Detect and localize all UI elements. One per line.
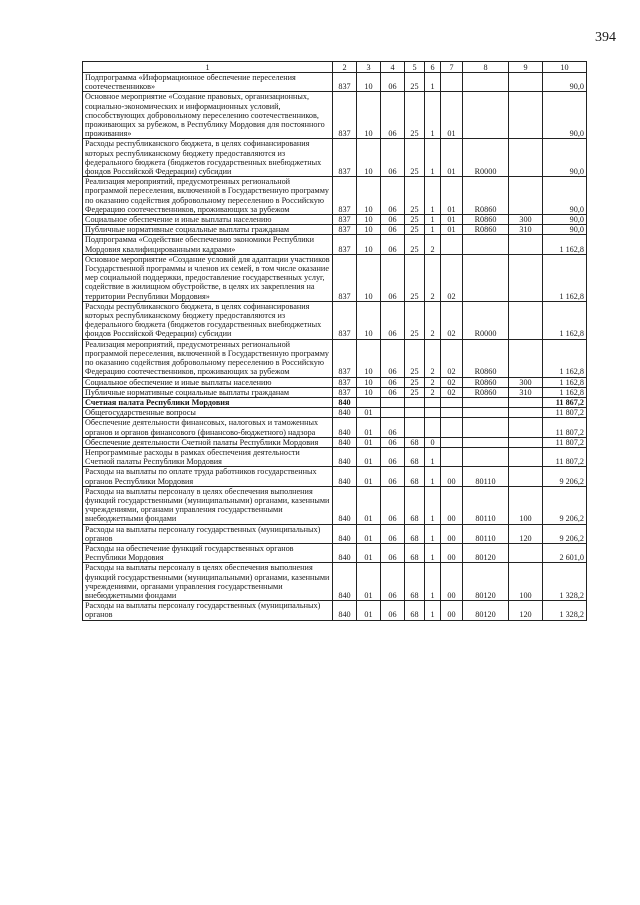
subsection-code-cell [381,397,405,407]
subprogram-code-cell: 1 [425,467,441,486]
row-name-cell: Расходы на выплаты по оплате труда работников государственных органов Республики Мордовия [83,467,333,486]
program-code-cell: 25 [405,215,425,225]
program-code-cell [405,397,425,407]
direction-code-cell: 80110 [463,467,509,486]
direction-code-cell: R0860 [463,225,509,235]
expense-type-code-cell [509,447,543,466]
expense-type-code-cell [509,139,543,177]
table-row [83,387,587,397]
direction-code-cell [463,254,509,301]
amount-cell: 90,0 [543,73,587,92]
direction-code-cell [463,397,509,407]
subprogram-code-cell: 2 [425,235,441,254]
program-code-cell: 25 [405,235,425,254]
program-code-cell: 68 [405,563,425,601]
subsection-code-cell: 06 [381,437,405,447]
subprogram-code-cell: 1 [425,139,441,177]
row-name-cell: Расходы республиканского бюджета, в целях софинансирования которых республиканскому бюджету предоставляются из федерального бюджета (бюджетов государственных внебюджетных фондов Российской Федерации) субсидии [83,301,333,339]
row-name-cell: Расходы республиканского бюджета, в целях софинансирования которых республиканскому бюджету предоставляются из федерального бюджета (бюджетов государственных внебюджетных фондов Российской Федерации) субсидии [83,139,333,177]
subsection-code-cell: 06 [381,486,405,524]
subprogram-code-cell: 2 [425,301,441,339]
section-code-cell: 10 [357,339,381,377]
amount-cell: 2 601,0 [543,543,587,562]
table-row [83,524,587,543]
direction-code-cell: R0860 [463,387,509,397]
subsection-code-cell [381,408,405,418]
program-code-cell: 25 [405,301,425,339]
table-row [83,215,587,225]
event-code-cell: 02 [441,254,463,301]
event-code-cell [441,73,463,92]
subprogram-code-cell: 1 [425,73,441,92]
table-row [83,397,587,407]
amount-cell: 90,0 [543,215,587,225]
table-row [83,437,587,447]
admin-code-cell: 837 [333,177,357,215]
direction-code-cell [463,447,509,466]
table-row [83,235,587,254]
table-row [83,139,587,177]
row-name-cell: Социальное обеспечение и иные выплаты населению [83,377,333,387]
program-code-cell [405,418,425,437]
section-code-cell: 10 [357,177,381,215]
subsection-code-cell: 06 [381,601,405,620]
section-code-cell: 10 [357,139,381,177]
amount-cell: 1 162,8 [543,377,587,387]
row-name-cell: Непрограммные расходы в рамках обеспечения деятельности Счетной палаты Республики Мордовия [83,447,333,466]
row-name-cell: Обеспечение деятельности финансовых, налоговых и таможенных органов и органов финансового (финансово-бюджетного) надзора [83,418,333,437]
event-code-cell [441,408,463,418]
table-row [83,225,587,235]
section-code-cell: 01 [357,524,381,543]
row-name-cell: Подпрограмма «Содействие обеспечению экономики Республики Мордовия квалифицированными кадрами» [83,235,333,254]
section-code-cell: 01 [357,601,381,620]
subsection-code-cell: 06 [381,339,405,377]
section-code-cell: 10 [357,387,381,397]
subsection-code-cell: 06 [381,92,405,139]
event-code-cell [441,235,463,254]
row-name-cell: Расходы на выплаты персоналу государственных (муниципальных) органов [83,524,333,543]
direction-code-cell: R0000 [463,301,509,339]
direction-code-cell: R0860 [463,377,509,387]
expense-type-code-cell: 120 [509,524,543,543]
subsection-code-cell: 06 [381,467,405,486]
table-row [83,418,587,437]
subsection-code-cell: 06 [381,225,405,235]
subsection-code-cell: 06 [381,447,405,466]
expense-type-code-cell: 120 [509,601,543,620]
direction-code-cell: 80110 [463,524,509,543]
expense-type-code-cell [509,254,543,301]
subprogram-code-cell: 1 [425,601,441,620]
subprogram-code-cell: 1 [425,486,441,524]
row-name-cell: Реализация мероприятий, предусмотренных региональной программой переселения, включенной в Государственную программу по оказанию содействия добровольному переселению в Российскую Федерацию соотечественников, проживающих за рубежом [83,177,333,215]
amount-cell: 1 328,2 [543,601,587,620]
expense-type-code-cell [509,437,543,447]
row-name-cell: Расходы на выплаты персоналу в целях обеспечения выполнения функций государственными (муниципальными) органами, казенными учреждениями, органами управления государственными внебюджетными фондами [83,563,333,601]
subsection-code-cell: 06 [381,73,405,92]
section-code-cell: 01 [357,543,381,562]
header-cell: 8 [463,62,509,73]
program-code-cell: 68 [405,486,425,524]
program-code-cell: 25 [405,92,425,139]
expense-type-code-cell [509,408,543,418]
header-cell: 5 [405,62,425,73]
subprogram-code-cell: 1 [425,524,441,543]
event-code-cell [441,418,463,437]
row-name-cell: Обеспечение деятельности Счетной палаты Республики Мордовия [83,437,333,447]
page-number: 394 [595,30,616,45]
amount-cell: 11 807,2 [543,437,587,447]
program-code-cell: 68 [405,601,425,620]
event-code-cell: 00 [441,467,463,486]
section-code-cell: 10 [357,254,381,301]
direction-code-cell: R0860 [463,215,509,225]
admin-code-cell: 837 [333,225,357,235]
event-code-cell [441,447,463,466]
row-name-cell: Общегосударственные вопросы [83,408,333,418]
amount-cell: 1 162,8 [543,254,587,301]
amount-cell: 1 162,8 [543,235,587,254]
admin-code-cell: 837 [333,339,357,377]
amount-cell: 1 328,2 [543,563,587,601]
table-row [83,467,587,486]
row-name-cell: Расходы на выплаты персоналу в целях обеспечения выполнения функций государственными (муниципальными) органами, казенными учреждениями, органами управления государственными внебюджетными фондами [83,486,333,524]
table-row [83,601,587,620]
section-code-cell: 01 [357,486,381,524]
admin-code-cell: 840 [333,467,357,486]
section-code-cell: 10 [357,301,381,339]
amount-cell: 1 162,8 [543,387,587,397]
expense-type-code-cell: 300 [509,215,543,225]
section-code-cell: 01 [357,408,381,418]
subsection-code-cell: 06 [381,177,405,215]
event-code-cell: 02 [441,339,463,377]
budget-table [82,61,587,621]
header-row [83,62,587,73]
admin-code-cell: 837 [333,301,357,339]
amount-cell: 11 807,2 [543,447,587,466]
direction-code-cell [463,437,509,447]
direction-code-cell [463,408,509,418]
expense-type-code-cell [509,418,543,437]
event-code-cell: 01 [441,215,463,225]
table-row [83,377,587,387]
header-cell: 1 [83,62,333,73]
table-row [83,543,587,562]
expense-type-code-cell [509,467,543,486]
header-cell: 9 [509,62,543,73]
table-row [83,177,587,215]
section-code-cell: 01 [357,467,381,486]
direction-code-cell: 80120 [463,563,509,601]
row-name-cell: Публичные нормативные социальные выплаты гражданам [83,387,333,397]
table-row [83,339,587,377]
section-code-cell: 10 [357,73,381,92]
direction-code-cell: R0000 [463,139,509,177]
subprogram-code-cell: 1 [425,447,441,466]
program-code-cell: 25 [405,225,425,235]
amount-cell: 11 807,2 [543,408,587,418]
admin-code-cell: 840 [333,543,357,562]
table-row [83,486,587,524]
expense-type-code-cell [509,177,543,215]
admin-code-cell: 837 [333,235,357,254]
subsection-code-cell: 06 [381,139,405,177]
table-row [83,254,587,301]
subprogram-code-cell: 1 [425,225,441,235]
amount-cell: 90,0 [543,139,587,177]
program-code-cell: 25 [405,177,425,215]
event-code-cell: 00 [441,601,463,620]
expense-type-code-cell: 100 [509,486,543,524]
direction-code-cell: R0860 [463,339,509,377]
admin-code-cell: 840 [333,524,357,543]
subsection-code-cell: 06 [381,215,405,225]
table-row [83,92,587,139]
subsection-code-cell: 06 [381,387,405,397]
direction-code-cell: R0860 [463,177,509,215]
admin-code-cell: 837 [333,387,357,397]
admin-code-cell: 840 [333,447,357,466]
admin-code-cell: 837 [333,73,357,92]
subprogram-code-cell: 2 [425,339,441,377]
header-cell: 10 [543,62,587,73]
program-code-cell: 25 [405,73,425,92]
amount-cell: 90,0 [543,225,587,235]
subsection-code-cell: 06 [381,254,405,301]
admin-code-cell: 840 [333,418,357,437]
admin-code-cell: 837 [333,377,357,387]
section-code-cell: 01 [357,447,381,466]
expense-type-code-cell [509,92,543,139]
section-code-cell: 01 [357,563,381,601]
program-code-cell: 25 [405,387,425,397]
event-code-cell: 02 [441,377,463,387]
expense-type-code-cell [509,301,543,339]
subprogram-code-cell: 1 [425,215,441,225]
program-code-cell: 25 [405,254,425,301]
table-body [83,73,587,621]
event-code-cell: 00 [441,563,463,601]
row-name-cell: Расходы на обеспечение функций государственных органов Республики Мордовия [83,543,333,562]
admin-code-cell: 840 [333,486,357,524]
section-code-cell: 01 [357,437,381,447]
program-code-cell: 25 [405,339,425,377]
section-code-cell: 10 [357,225,381,235]
row-name-cell: Публичные нормативные социальные выплаты гражданам [83,225,333,235]
subprogram-code-cell: 2 [425,377,441,387]
row-name-cell: Счетная палата Республики Мордовия [83,397,333,407]
admin-code-cell: 840 [333,601,357,620]
direction-code-cell: 80120 [463,543,509,562]
subprogram-code-cell [425,397,441,407]
admin-code-cell: 840 [333,408,357,418]
row-name-cell: Основное мероприятие «Создание правовых, организационных, социально-экономических и информационных условий, способствующих добровольному переселению соотечественников, проживающих за рубежом, в Республику Мордовия для постоянного проживания» [83,92,333,139]
expense-type-code-cell: 300 [509,377,543,387]
table-row [83,73,587,92]
subprogram-code-cell: 1 [425,177,441,215]
program-code-cell: 68 [405,524,425,543]
admin-code-cell: 840 [333,437,357,447]
subprogram-code-cell: 1 [425,92,441,139]
amount-cell: 9 206,2 [543,524,587,543]
event-code-cell [441,397,463,407]
section-code-cell: 10 [357,215,381,225]
subprogram-code-cell: 1 [425,543,441,562]
amount-cell: 90,0 [543,92,587,139]
event-code-cell: 01 [441,92,463,139]
direction-code-cell [463,235,509,254]
amount-cell: 1 162,8 [543,339,587,377]
direction-code-cell: 80120 [463,601,509,620]
section-code-cell: 01 [357,418,381,437]
section-code-cell [357,397,381,407]
event-code-cell: 00 [441,524,463,543]
amount-cell: 11 867,2 [543,397,587,407]
subsection-code-cell: 06 [381,301,405,339]
event-code-cell [441,437,463,447]
event-code-cell: 01 [441,225,463,235]
subsection-code-cell: 06 [381,563,405,601]
event-code-cell: 00 [441,486,463,524]
amount-cell: 11 807,2 [543,418,587,437]
event-code-cell: 02 [441,387,463,397]
expense-type-code-cell [509,543,543,562]
table-row [83,563,587,601]
row-name-cell: Расходы на выплаты персоналу государственных (муниципальных) органов [83,601,333,620]
table-row [83,447,587,466]
direction-code-cell [463,73,509,92]
subprogram-code-cell: 2 [425,387,441,397]
direction-code-cell [463,92,509,139]
event-code-cell: 01 [441,139,463,177]
direction-code-cell: 80110 [463,486,509,524]
expense-type-code-cell: 100 [509,563,543,601]
subsection-code-cell: 06 [381,524,405,543]
expense-type-code-cell [509,339,543,377]
admin-code-cell: 837 [333,254,357,301]
row-name-cell: Основное мероприятие «Создание условий для адаптации участников Государственной программы и членов их семей, в том числе оказание мер социальной поддержки, предоставление государственных услуг, содействие в жилищном обустройстве, в целях их закрепления на территории Республики Мордовия» [83,254,333,301]
header-cell: 4 [381,62,405,73]
admin-code-cell: 837 [333,215,357,225]
program-code-cell: 68 [405,447,425,466]
event-code-cell: 01 [441,177,463,215]
expense-type-code-cell: 310 [509,387,543,397]
section-code-cell: 10 [357,235,381,254]
subprogram-code-cell: 2 [425,254,441,301]
expense-type-code-cell [509,73,543,92]
event-code-cell: 02 [441,301,463,339]
table-row [83,408,587,418]
header-cell: 3 [357,62,381,73]
row-name-cell: Социальное обеспечение и иные выплаты населению [83,215,333,225]
header-cell: 7 [441,62,463,73]
subprogram-code-cell: 1 [425,563,441,601]
table-row [83,301,587,339]
header-cell: 2 [333,62,357,73]
amount-cell: 1 162,8 [543,301,587,339]
subsection-code-cell: 06 [381,418,405,437]
row-name-cell: Подпрограмма «Информационное обеспечение переселения соотечественников» [83,73,333,92]
program-code-cell: 68 [405,437,425,447]
subsection-code-cell: 06 [381,235,405,254]
subprogram-code-cell: 0 [425,437,441,447]
admin-code-cell: 837 [333,92,357,139]
program-code-cell [405,408,425,418]
expense-type-code-cell [509,235,543,254]
subsection-code-cell: 06 [381,543,405,562]
row-name-cell: Реализация мероприятий, предусмотренных региональной программой переселения, включенной в Государственную программу по оказанию содействия добровольному переселению в Российскую Федерацию соотечественников, проживающих за рубежом [83,339,333,377]
amount-cell: 9 206,2 [543,486,587,524]
event-code-cell: 00 [441,543,463,562]
subsection-code-cell: 06 [381,377,405,387]
expense-type-code-cell: 310 [509,225,543,235]
header-cell: 6 [425,62,441,73]
program-code-cell: 25 [405,377,425,387]
section-code-cell: 10 [357,377,381,387]
subprogram-code-cell [425,408,441,418]
direction-code-cell [463,418,509,437]
section-code-cell: 10 [357,92,381,139]
subprogram-code-cell [425,418,441,437]
admin-code-cell: 840 [333,563,357,601]
amount-cell: 90,0 [543,177,587,215]
amount-cell: 9 206,2 [543,467,587,486]
admin-code-cell: 837 [333,139,357,177]
expense-type-code-cell [509,397,543,407]
admin-code-cell: 840 [333,397,357,407]
program-code-cell: 25 [405,139,425,177]
program-code-cell: 68 [405,467,425,486]
program-code-cell: 68 [405,543,425,562]
